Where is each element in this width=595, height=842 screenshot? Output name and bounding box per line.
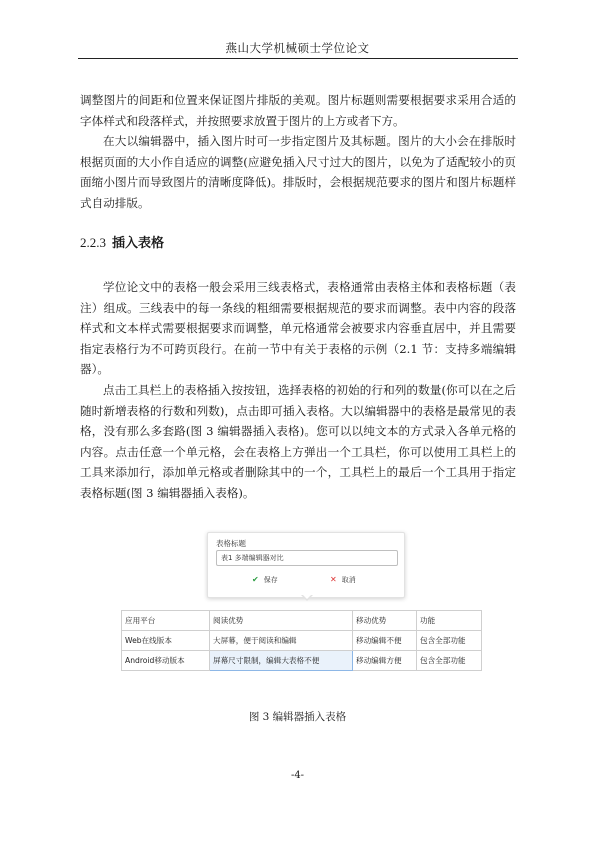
table-caption-popup	[207, 532, 405, 598]
paragraph-4: 点击工具栏上的表格插入按按钮，选择表格的初始的行和列的数量(你可以在之后随时新增表格的行数和列数)，点击即可插入表格。大以编辑器中的表格是最常见的表格，没有那么多套路(图 3 编辑器插入表格)。您可以以纯文本的方式录入各单元格的内容。点击任意一个单元格，会在表格上方弹出一个工具栏，你可以使用工具栏上的工具来添加行，添加单元格或者删除其中的一个，工具栏上的最后一个工具用于指定表格标题(图 3 编辑器插入表格)。	[80, 383, 516, 500]
table-header-cell[interactable]: 应用平台	[122, 611, 210, 631]
header-rule	[78, 58, 518, 59]
caption-panel-label: 表格标题	[216, 539, 246, 548]
paragraph-2: 在大以编辑器中，插入图片时可一步指定图片及其标题。图片的大小会在排版时根据页面的大小作自适应的调整(应避免插入尺寸过大的图片，以免为了适配较小的页面缩小图片而导致图片的清晰度降低)。排版时，会根据规范要求的图片和图片标题样式自动排版。	[80, 134, 516, 210]
save-button[interactable]	[252, 575, 278, 585]
table-cell[interactable]: Web在线版本	[122, 631, 210, 651]
table-header-cell[interactable]: 移动优势	[353, 611, 417, 631]
check-icon: ✔	[252, 575, 259, 584]
close-icon: ✕	[330, 575, 337, 584]
table-cell[interactable]: 包含全部功能	[417, 631, 482, 651]
section-number: 2.2.3	[80, 235, 106, 250]
figure-editor-table	[121, 524, 486, 682]
table-header-cell[interactable]: 功能	[417, 611, 482, 631]
table-cell[interactable]: 包含全部功能	[417, 651, 482, 671]
running-header: 燕山大学机械硕士学位论文	[225, 41, 370, 55]
table-row	[122, 651, 482, 671]
table-cell[interactable]: 大屏幕，便于阅读和编辑	[210, 631, 353, 651]
table-cell-selected[interactable]: 屏幕尺寸限制，编辑大表格不便	[210, 651, 353, 671]
editor-table	[121, 610, 482, 671]
save-label: 保存	[263, 576, 278, 584]
table-cell[interactable]: 移动编辑方便	[353, 651, 417, 671]
figure-caption: 图 3 编辑器插入表格	[248, 711, 347, 723]
table-header-cell[interactable]: 阅读优势	[210, 611, 353, 631]
page-number: -4-	[290, 770, 305, 781]
table-header-row	[122, 611, 482, 631]
popup-pointer	[301, 595, 313, 601]
table-cell[interactable]: 移动编辑不便	[353, 631, 417, 651]
paragraph-1: 调整图片的间距和位置来保证图片排版的美观。图片标题则需要根据要求采用合适的字体样式和段落样式，并按照要求放置于图片的上方或者下方。	[80, 93, 516, 128]
section-title: 插入表格	[112, 236, 165, 251]
cancel-label: 取消	[341, 576, 356, 584]
table-cell[interactable]: Android移动版本	[122, 651, 210, 671]
table-row	[122, 631, 482, 651]
cancel-button[interactable]	[330, 575, 356, 585]
section-heading	[80, 232, 164, 251]
paragraph-3: 学位论文中的表格一般会采用三线表格式，表格通常由表格主体和表格标题（表注）组成。三线表中的每一条线的粗细需要根据规范的要求而调整。表中内容的段落样式和文本样式需要根据要求而调整，单元格通常会被要求内容垂直居中，并且需要指定表格行为不可跨页段行。在前一节中有关于表格的示例（2.1 节：支持多端编辑器）。	[80, 280, 516, 376]
table-caption-input[interactable]: 表1 多端编辑器对比	[216, 550, 398, 566]
